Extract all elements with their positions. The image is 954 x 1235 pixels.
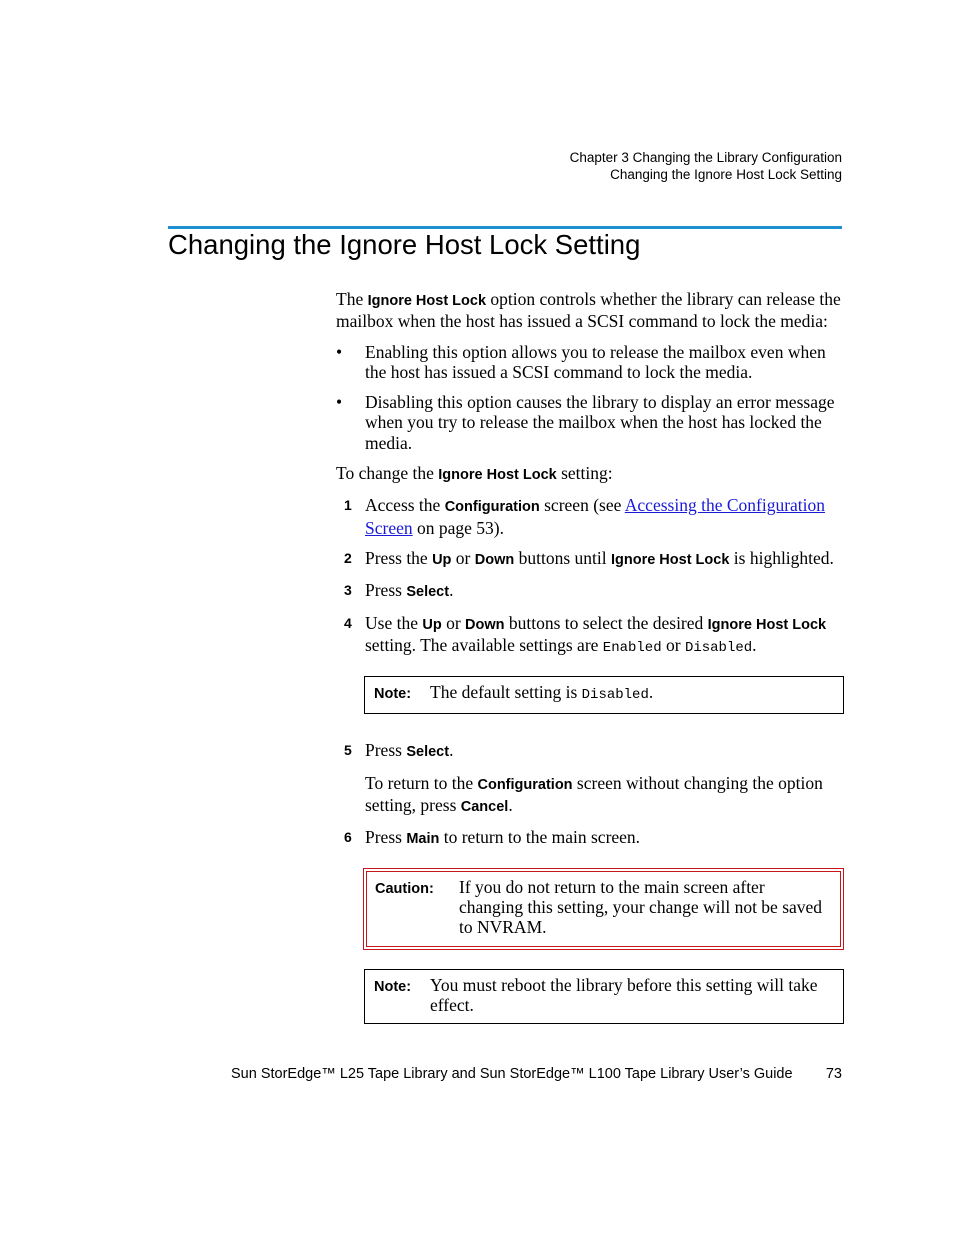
note-text-2: .	[648, 682, 654, 703]
body-content	[336, 289, 844, 1024]
step-bold: Main	[406, 831, 440, 848]
step-bold: Up	[432, 551, 452, 568]
step-text: or	[661, 634, 685, 655]
step-2	[336, 548, 844, 570]
step-text: screen (see	[539, 495, 625, 516]
step-text: .	[449, 740, 454, 761]
step-text: Access the	[365, 495, 445, 516]
step-text: on page 53).	[412, 517, 504, 538]
step-text: Press	[365, 580, 407, 601]
change-intro	[336, 463, 844, 485]
note-label: Note:	[374, 978, 412, 995]
step-bold: Ignore Host Lock	[610, 551, 730, 568]
step-number: 5	[344, 742, 352, 759]
note-label: Note:	[374, 686, 412, 703]
step-6	[336, 827, 844, 849]
bullet-item-disabling	[336, 392, 844, 453]
header-chapter: Chapter 3 Changing the Library Configuration	[569, 150, 842, 165]
code-enabled: Enabled	[602, 639, 662, 656]
step-number: 2	[344, 549, 352, 566]
step-text: .	[449, 580, 454, 601]
intro-text-2: option controls whether the library can release the mailbox when the host has issued a SCSI command to lock the media:	[336, 289, 841, 332]
step-text: buttons to select the desired	[504, 612, 708, 633]
note-text	[430, 682, 833, 705]
caution-inner	[366, 871, 841, 947]
return-text: To return to the	[365, 772, 478, 793]
change-text-1: To change the	[336, 463, 439, 484]
bullet-mark: •	[336, 341, 343, 362]
step-bold: Select	[406, 584, 450, 601]
page-footer	[231, 1066, 842, 1082]
bullet-item-enabling	[336, 342, 844, 383]
note-text: You must reboot the library before this setting will take effect.	[430, 974, 818, 1015]
step-text: Press the	[365, 547, 433, 568]
caution-label: Caution:	[375, 880, 434, 897]
step-4	[336, 613, 844, 659]
step-bold: Configuration	[444, 499, 540, 516]
step-number: 3	[344, 582, 352, 599]
step-text: or	[441, 612, 466, 633]
step-1	[336, 495, 844, 538]
note-box-default	[364, 676, 844, 714]
accessing-configuration-link[interactable]: Accessing the Configuration Screen	[365, 495, 826, 538]
step-text: setting. The available settings are	[365, 634, 603, 655]
bullet-text: Enabling this option allows you to release the mailbox even when the host has issued a SCSI command to lock the media.	[365, 341, 826, 382]
code-disabled: Disabled	[684, 639, 753, 656]
note-text-1: The default setting is	[430, 682, 582, 703]
intro-bold-option: Ignore Host Lock	[367, 293, 487, 309]
step-text: buttons until	[514, 547, 611, 568]
step-text: Use the	[365, 612, 423, 633]
step-bold: Down	[474, 551, 515, 568]
step-number: 4	[344, 614, 352, 631]
step-bold: Select	[406, 744, 450, 761]
step-bold: Down	[465, 616, 505, 633]
intro-text-1: The	[336, 289, 368, 309]
change-bold-option: Ignore Host Lock	[438, 467, 557, 484]
step-text: to return to the main screen.	[439, 827, 641, 848]
caution-box	[363, 868, 844, 950]
note-box-reboot	[364, 969, 844, 1025]
step-5	[336, 740, 844, 762]
page-title: Changing the Ignore Host Lock Setting	[168, 229, 641, 260]
caution-text: If you do not return to the main screen after changing this setting, your change will not be saved to NVRAM.	[459, 876, 823, 938]
step-number: 6	[344, 829, 352, 846]
return-text: screen without changing the option setting, press	[365, 772, 823, 816]
header-section: Changing the Ignore Host Lock Setting	[610, 167, 842, 182]
step-text: Press	[365, 827, 407, 848]
bullet-mark: •	[336, 392, 343, 413]
return-paragraph	[336, 773, 844, 818]
step-bold: Ignore Host Lock	[707, 616, 827, 633]
return-text: .	[508, 795, 513, 816]
return-bold: Configuration	[477, 776, 573, 793]
page-number: 73	[825, 1066, 842, 1082]
step-text: Press	[365, 740, 407, 761]
bullet-text: Disabling this option causes the library to display an error message when you try to release the mailbox when the host has locked the media.	[365, 392, 835, 453]
footer-guide-title: Sun StorEdge™ L25 Tape Library and Sun StorEdge™ L100 Tape Library User’s Guide	[231, 1066, 793, 1082]
step-3	[336, 580, 844, 602]
step-text: or	[451, 547, 475, 568]
intro-paragraph	[336, 289, 844, 332]
running-header	[570, 149, 842, 183]
step-bold: Up	[422, 616, 442, 633]
change-text-2: setting:	[556, 463, 613, 484]
step-text: .	[752, 634, 757, 655]
step-number: 1	[344, 497, 352, 514]
step-text: is highlighted.	[729, 547, 834, 568]
return-bold: Cancel	[460, 799, 509, 816]
code-disabled: Disabled	[581, 687, 649, 704]
